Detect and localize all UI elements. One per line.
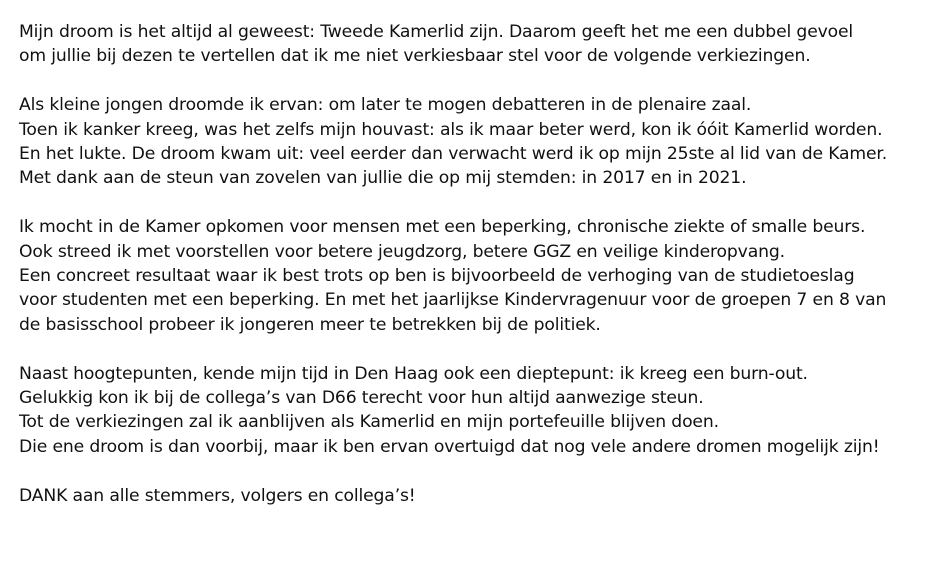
- text-line: En het lukte. De droom kwam uit: veel eerder dan verwacht werd ik op mijn 25ste al lid van de Kamer.: [19, 144, 888, 165]
- text-line: voor studenten met een beperking. En met het jaarlijkse Kindervragenuur voor de groepen 7 en 8 van: [19, 290, 887, 311]
- text-line: Toen ik kanker kreeg, was het zelfs mijn houvast: als ik maar beter werd, kon ik óóit Kamerlid worden.: [19, 119, 883, 140]
- paragraph-achievements: [19, 215, 931, 337]
- text-line: Die ene droom is dan voorbij, maar ik ben ervan overtuigd dat nog vele andere dromen mogelijk zijn!: [19, 436, 880, 457]
- paragraph-thanks: [19, 484, 931, 508]
- text-line: Met dank aan de steun van zovelen van jullie die op mij stemden: in 2017 en in 2021.: [19, 168, 747, 189]
- text-line: Tot de verkiezingen zal ik aanblijven als Kamerlid en mijn portefeuille blijven doen.: [19, 412, 719, 433]
- paragraph-childhood: [19, 93, 931, 191]
- text-line: Mijn droom is het altijd al geweest: Tweede Kamerlid zijn. Daarom geeft het me een dubbel gevoel: [19, 22, 854, 42]
- text-line: om jullie bij dezen te vertellen dat ik me niet verkiesbaar stel voor de volgende verkiezingen.: [19, 46, 811, 67]
- text-line: Gelukkig kon ik bij de collega’s van D66 terecht voor hun altijd aanwezige steun.: [19, 388, 704, 409]
- text-line: Ook streed ik met voorstellen voor betere jeugdzorg, betere GGZ en veilige kinderopvang.: [19, 241, 785, 262]
- text-line: Als kleine jongen droomde ik ervan: om later te mogen debatteren in de plenaire zaal.: [19, 95, 752, 116]
- paragraph-burnout: [19, 362, 931, 460]
- text-line: Naast hoogtepunten, kende mijn tijd in Den Haag ook een dieptepunt: ik kreeg een burn-out.: [19, 363, 808, 384]
- text-line: Ik mocht in de Kamer opkomen voor mensen met een beperking, chronische ziekte of smalle beurs.: [19, 217, 866, 238]
- text-line: DANK aan alle stemmers, volgers en collega’s!: [19, 485, 416, 506]
- document-body: [19, 20, 931, 508]
- paragraph-dream: [19, 20, 931, 69]
- text-line: Een concreet resultaat waar ik best trots op ben is bijvoorbeeld de verhoging van de studietoeslag: [19, 266, 855, 287]
- text-line: de basisschool probeer ik jongeren meer te betrekken bij de politiek.: [19, 314, 601, 335]
